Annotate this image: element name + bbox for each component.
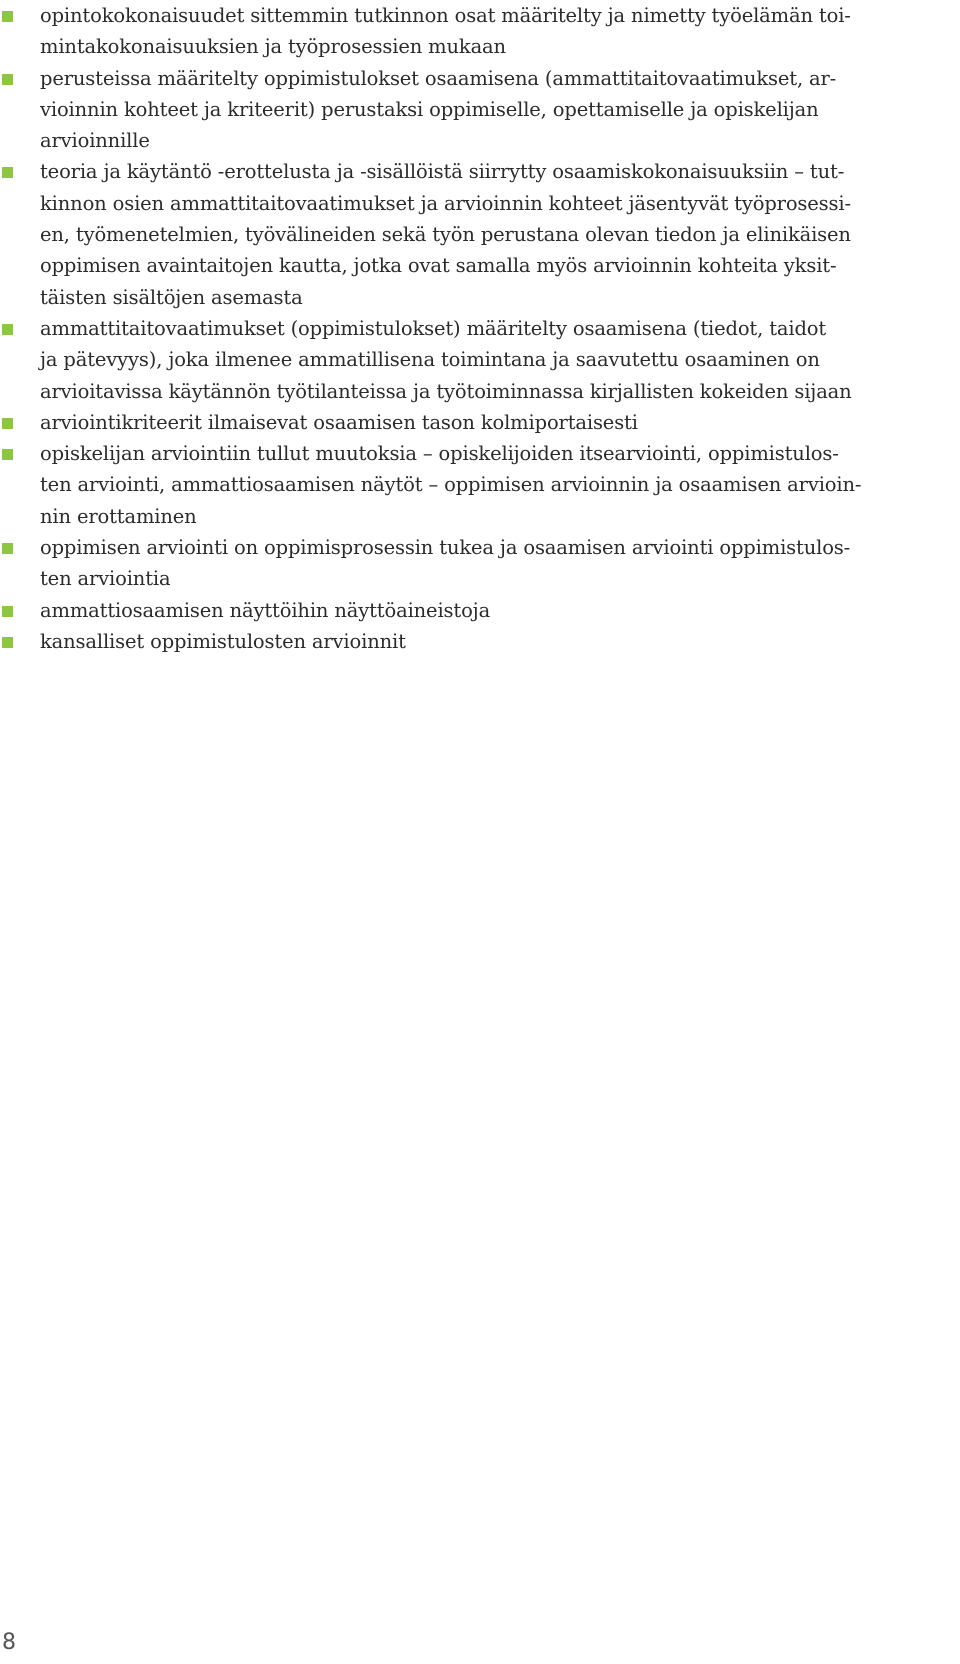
- list-item-text-line: arvioinnille: [40, 129, 150, 153]
- list-item-text-line: mintakokonaisuuksien ja työprosessien mukaan: [40, 35, 506, 59]
- list-item: [0, 313, 960, 407]
- list-item-text-line: täisten sisältöjen asemasta: [40, 285, 303, 309]
- square-bullet-icon: [2, 449, 13, 460]
- square-bullet-icon: [2, 11, 13, 22]
- list-item-text-line: opiskelijan arviointiin tullut muutoksia – opiskelijoiden itsearviointi, oppimistulos-: [40, 442, 839, 466]
- square-bullet-icon: [2, 637, 13, 648]
- list-item: [0, 407, 960, 438]
- list-item: [0, 438, 960, 532]
- list-item-text-line: vioinnin kohteet ja kriteerit) perustaksi oppimiselle, opettamiselle ja opiskelijan: [40, 97, 819, 121]
- list-item-text-line: opintokokonaisuudet sittemmin tutkinnon osat määritelty ja nimetty työelämän toi-: [40, 4, 851, 27]
- square-bullet-icon: [2, 167, 13, 178]
- list-item: [0, 532, 960, 595]
- square-bullet-icon: [2, 324, 13, 335]
- list-item-text-line: ten arviointi, ammattiosaamisen näytöt – oppimisen arvioinnin ja osaamisen arvioin-: [40, 473, 862, 497]
- square-bullet-icon: [2, 418, 13, 429]
- square-bullet-icon: [2, 74, 13, 85]
- list-item-text-line: arviointikriteerit ilmaisevat osaamisen tason kolmiportaisesti: [40, 410, 638, 434]
- list-item-text-line: ja pätevyys), joka ilmenee ammatillisena toimintana ja saavutettu osaaminen on: [40, 348, 820, 372]
- square-bullet-icon: [2, 606, 13, 617]
- list-item-text-line: arvioitavissa käytännön työtilanteissa ja työtoiminnassa kirjallisten kokeiden sijaan: [40, 379, 852, 403]
- bullet-list: [0, 0, 960, 657]
- list-item: [0, 0, 960, 63]
- list-item: [0, 626, 960, 657]
- list-item-text-line: perusteissa määritelty oppimistulokset osaamisena (ammattitaitovaatimukset, ar-: [40, 66, 837, 90]
- square-bullet-icon: [2, 543, 13, 554]
- list-item: [0, 156, 960, 312]
- list-item-text-line: en, työmenetelmien, työvälineiden sekä työn perustana olevan tiedon ja elinikäisen: [40, 223, 851, 247]
- list-item-text-line: ammattiosaamisen näyttöihin näyttöaineistoja: [40, 598, 491, 622]
- list-item-text-line: oppimisen arviointi on oppimisprosessin tukea ja osaamisen arviointi oppimistulos-: [40, 536, 851, 560]
- list-item-text-line: ten arviointia: [40, 567, 171, 591]
- list-item: [0, 595, 960, 626]
- list-item-text-line: ammattitaitovaatimukset (oppimistulokset) määritelty osaamisena (tiedot, taidot: [40, 316, 827, 340]
- list-item-text-line: oppimisen avaintaitojen kautta, jotka ovat samalla myös arvioinnin kohteita yksit-: [40, 254, 837, 278]
- list-item: [0, 63, 960, 157]
- list-item-text-line: kansalliset oppimistulosten arvioinnit: [40, 629, 406, 653]
- list-item-text-line: nin erottaminen: [40, 504, 197, 528]
- list-item-text-line: kinnon osien ammattitaitovaatimukset ja arvioinnin kohteet jäsentyvät työprosessi-: [40, 191, 851, 215]
- list-item-text-line: teoria ja käytäntö -erottelusta ja -sisällöistä siirrytty osaamiskokonaisuuksiin – tut-: [40, 160, 845, 184]
- page-number: 8: [2, 1630, 16, 1655]
